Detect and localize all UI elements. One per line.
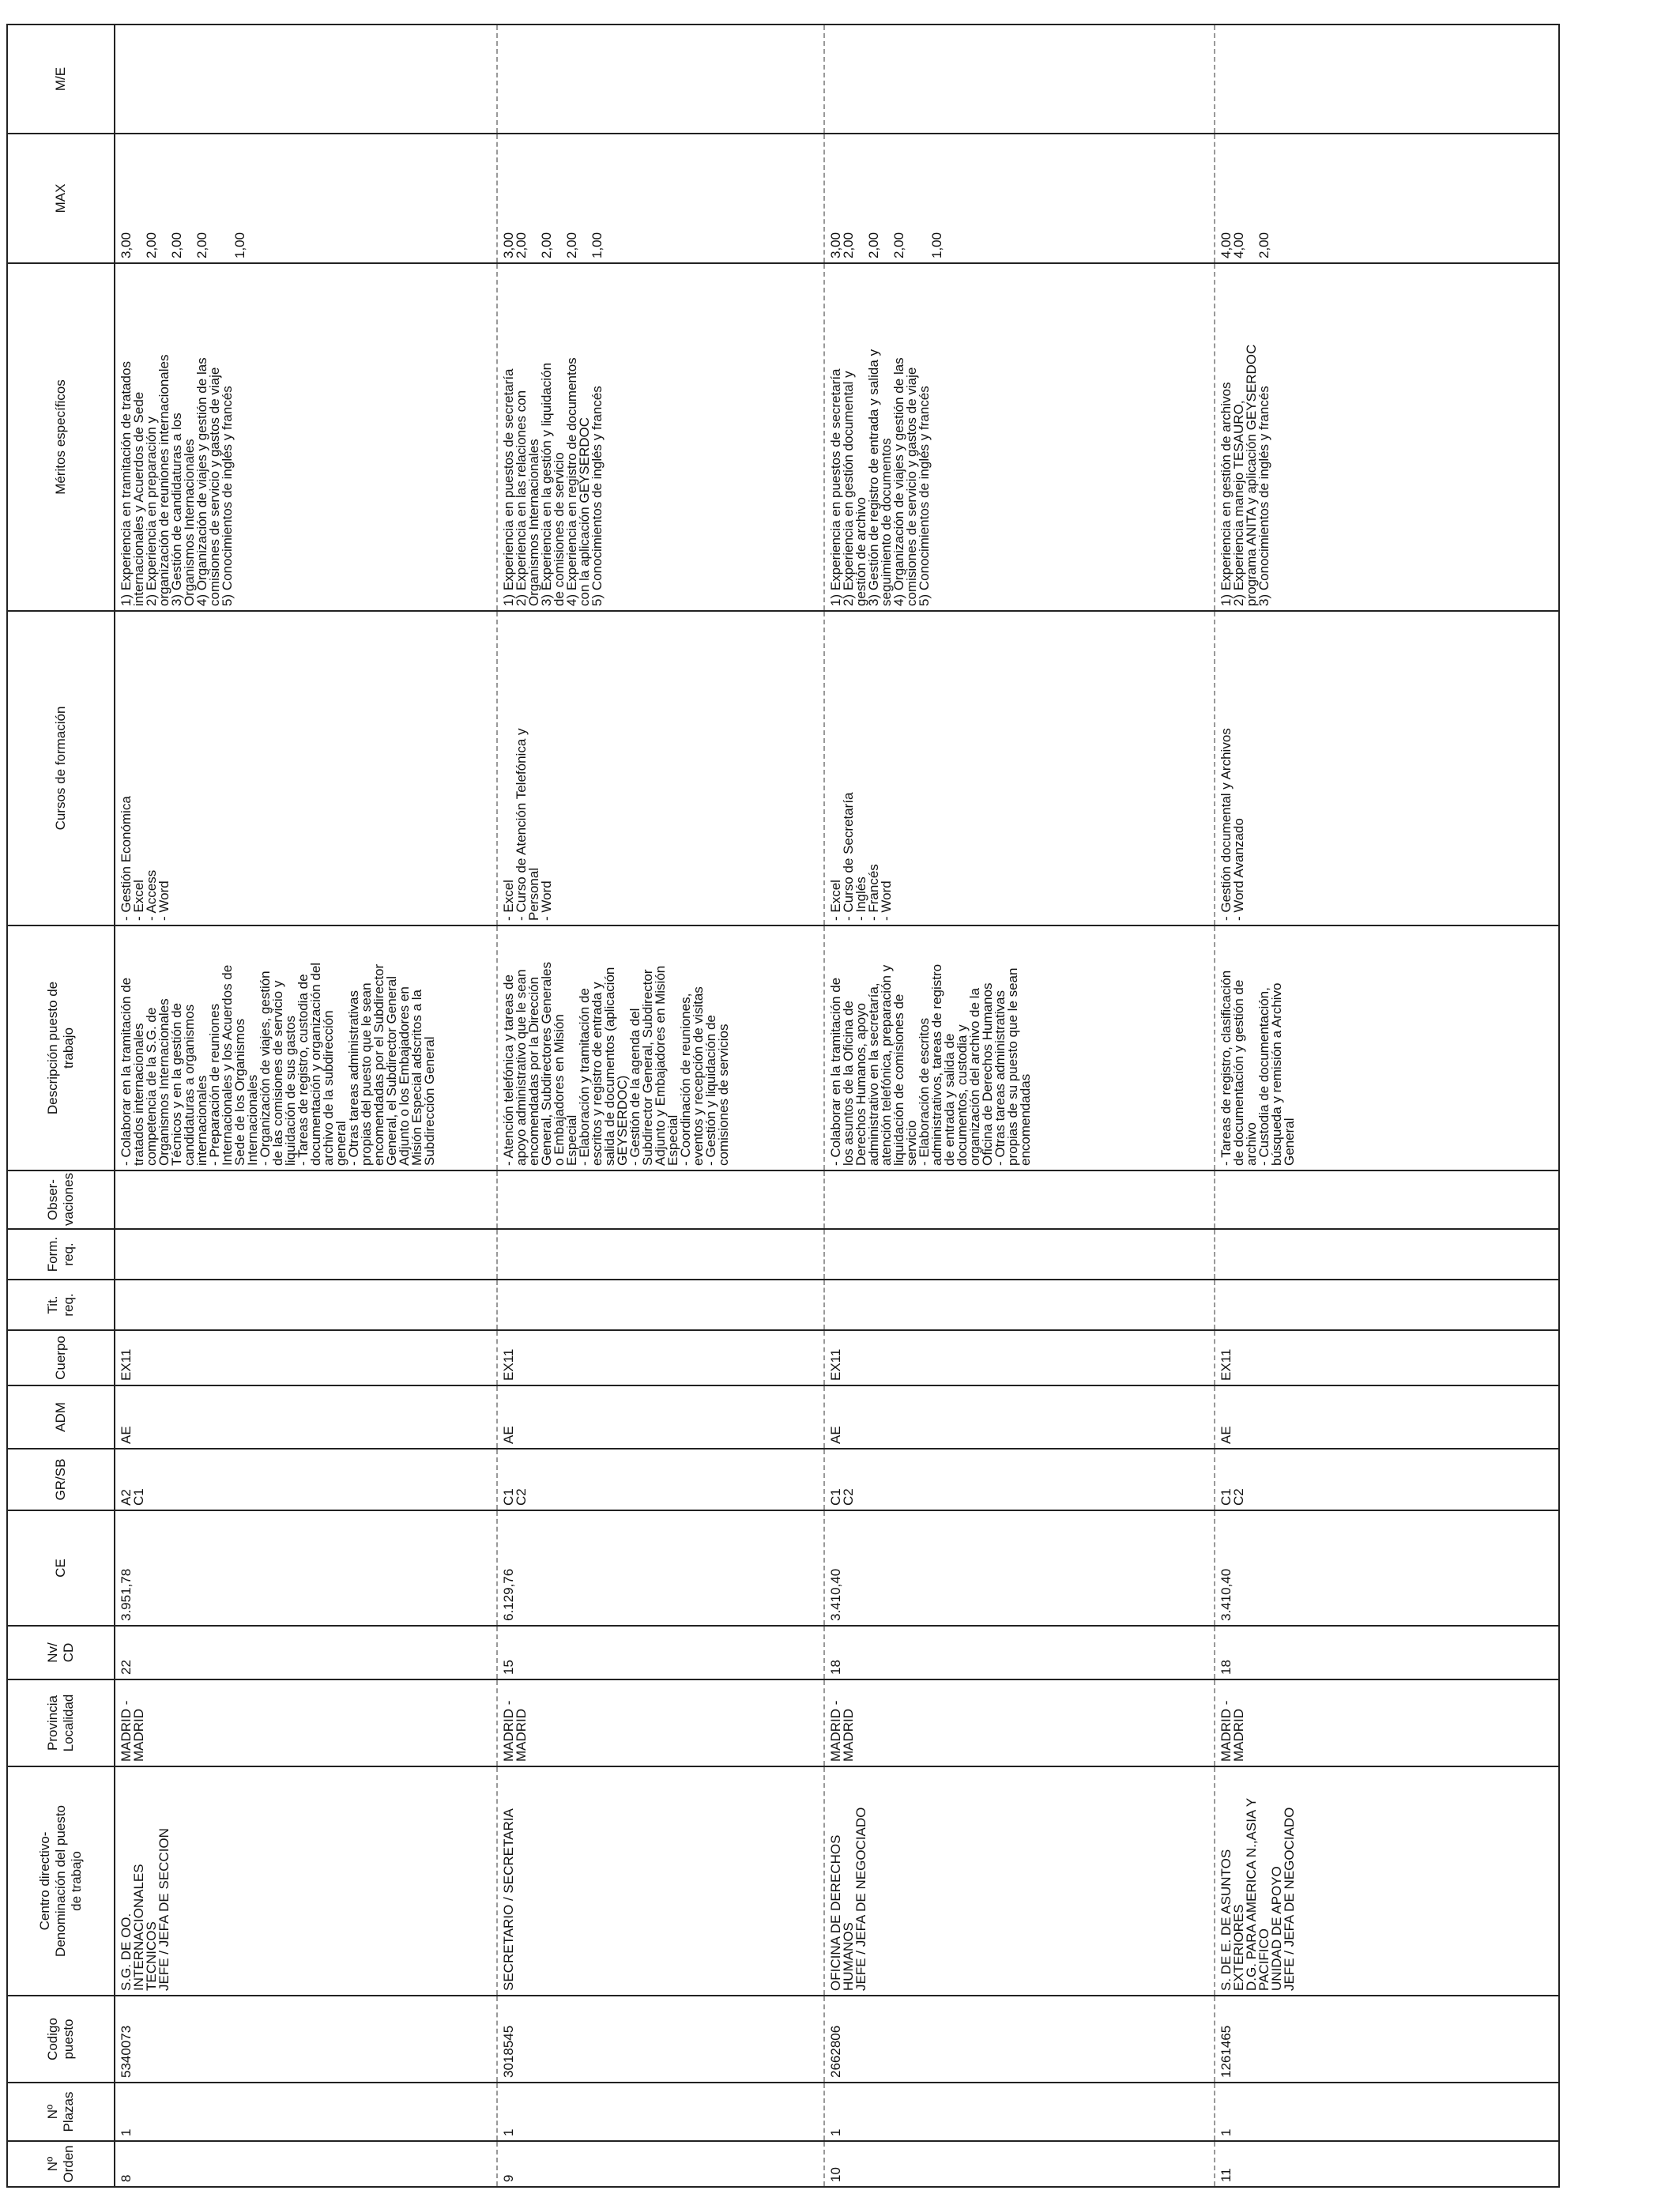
cell-me <box>1215 25 1559 134</box>
cell-ce: 6.129,76 <box>497 1510 824 1626</box>
cell-form <box>115 1229 497 1280</box>
cell-tit <box>824 1280 1215 1330</box>
cell-codigo: 2662806 <box>824 1996 1215 2083</box>
header-orden: Nº Orden <box>7 2141 115 2187</box>
cell-meritos: 1) Experiencia en puestos de secretaría 2) Experiencia en gestión documental y gestión de archivo 3) Gestión de registro de entrada y salida y seguimiento de documentos 4) Organización de viajes y gestión de las comisiones de servicio y gastos de viaje 5) Conocimientos de inglés y francés <box>824 263 1215 611</box>
cell-centro: S. DE E. DE ASUNTOS EXTERIORES D.G. PARA AMERICA N.,ASIA Y PACIFICO UNIDAD DE APOYO JEFE / JEFA DE NEGOCIADO <box>1215 1766 1559 1996</box>
cell-grsb: C1 C2 <box>1215 1449 1559 1510</box>
cell-me <box>497 25 824 134</box>
cell-descripcion: - Colaborar en la tramitación de los asuntos de la Oficina de Derechos Humanos, apoyo administrativo en la secretaría, atención telefónica, preparación y liquidación de comisiones de servicio - Elaboración de escritos administrativos, tareas de registro de entrada y salida de documentos, custodia y organización del archivo de la Oficina de Derechos Humanos - Otras tareas administrativas propias de su puesto que le sean encomendadas <box>824 925 1215 1171</box>
cell-cursos: - Gestión Económica - Excel - Access - Word <box>115 611 497 925</box>
cell-max: 3,00 2,00 2,00 2,00 1,00 <box>824 134 1215 263</box>
header-row <box>7 25 115 2187</box>
cell-plazas: 1 <box>1215 2083 1559 2141</box>
cell-adm: AE <box>824 1385 1215 1449</box>
header-ce: CE <box>7 1510 115 1626</box>
cell-grsb: C1 C2 <box>497 1449 824 1510</box>
cell-centro: SECRETARIO / SECRETARIA <box>497 1766 824 1996</box>
cell-nivel: 18 <box>1215 1626 1559 1679</box>
cell-codigo: 5340073 <box>115 1996 497 2083</box>
cell-provincia: MADRID - MADRID <box>497 1679 824 1766</box>
cell-form <box>824 1229 1215 1280</box>
cell-tit <box>1215 1280 1559 1330</box>
cell-obs <box>115 1171 497 1229</box>
cell-cuerpo: EX11 <box>1215 1330 1559 1385</box>
cell-cursos: - Gestión documental y Archivos - Word Avanzado <box>1215 611 1559 925</box>
cell-adm: AE <box>1215 1385 1559 1449</box>
cell-provincia: MADRID - MADRID <box>824 1679 1215 1766</box>
cell-centro: OFICINA DE DERECHOS HUMANOS JEFE / JEFA DE NEGOCIADO <box>824 1766 1215 1996</box>
cell-cursos: - Excel - Curso de Atención Telefónica y Personal - Word <box>497 611 824 925</box>
header-cursos: Cursos de formación <box>7 611 115 925</box>
cell-meritos: 1) Experiencia en tramitación de tratados internacionales y Acuerdos de Sede 2) Experiencia en preparación y organización de reuniones internacionales 3) Gestión de candidaturas a los Organismos Internacionales 4) Organización de viajes y gestión de las comisiones de servicio y gastos de viaje 5) Conocimientos de inglés y francés <box>115 263 497 611</box>
cell-adm: AE <box>497 1385 824 1449</box>
cell-obs <box>1215 1171 1559 1229</box>
cell-codigo: 3018545 <box>497 1996 824 2083</box>
cell-grsb: C1 C2 <box>824 1449 1215 1510</box>
cell-me <box>115 25 497 134</box>
header-form: Form. req. <box>7 1229 115 1280</box>
header-adm: ADM <box>7 1385 115 1449</box>
cell-plazas: 1 <box>497 2083 824 2141</box>
cell-provincia: MADRID - MADRID <box>115 1679 497 1766</box>
header-max: MAX <box>7 134 115 263</box>
cell-me <box>824 25 1215 134</box>
cell-provincia: MADRID - MADRID <box>1215 1679 1559 1766</box>
cell-form <box>497 1229 824 1280</box>
cell-descripcion: - Tareas de registro, clasificación de documentación y gestión de archivo - Custodia de documentación, búsqueda y remisión a Archivo General <box>1215 925 1559 1171</box>
cell-centro: S.G. DE OO. INTERNACIONALES TECNICOS JEFE / JEFA DE SECCION <box>115 1766 497 1996</box>
cell-nivel: 22 <box>115 1626 497 1679</box>
cell-max: 3,00 2,00 2,00 2,00 1,00 <box>115 134 497 263</box>
cell-nivel: 15 <box>497 1626 824 1679</box>
cell-descripcion: - Atención telefónica y tareas de apoyo administrativo que le sean encomendadas por la Dirección General, Subdirectores Generales o Embajadores en Misión Especial - Elaboración y tramitación de escritos y registro de entrada y salida de documentos (aplicación GEYSERDOC) - Gestión de la agenda del Subdirector General, Subdirector Adjunto y Embajadores en Misión Especial - Coordinación de reuniones, eventos y recepción de visitas - Gestión y liquidación de comisiones de servicios <box>497 925 824 1171</box>
header-plazas: Nº Plazas <box>7 2083 115 2141</box>
cell-meritos: 1) Experiencia en gestión de archivos 2) Experiencia manejo TESAURO, programa ANITA y aplicación GEYSERDOC 3) Conocimientos de inglés y francés <box>1215 263 1559 611</box>
cell-cuerpo: EX11 <box>824 1330 1215 1385</box>
header-tit: Tit. req. <box>7 1280 115 1330</box>
header-meritos: Méritos específicos <box>7 263 115 611</box>
cell-max: 4,00 4,00 2,00 <box>1215 134 1559 263</box>
cell-ce: 3.410,40 <box>1215 1510 1559 1626</box>
cell-adm: AE <box>115 1385 497 1449</box>
cell-cuerpo: EX11 <box>115 1330 497 1385</box>
header-grsb: GR/SB <box>7 1449 115 1510</box>
cell-tit <box>115 1280 497 1330</box>
header-descripcion: Descripción puesto de trabajo <box>7 925 115 1171</box>
cell-cuerpo: EX11 <box>497 1330 824 1385</box>
cell-codigo: 1261465 <box>1215 1996 1559 2083</box>
cell-obs <box>824 1171 1215 1229</box>
cell-orden: 11 <box>1215 2141 1559 2187</box>
cell-nivel: 18 <box>824 1626 1215 1679</box>
cell-tit <box>497 1280 824 1330</box>
header-cuerpo: Cuerpo <box>7 1330 115 1385</box>
cell-obs <box>497 1171 824 1229</box>
cell-orden: 8 <box>115 2141 497 2187</box>
cell-plazas: 1 <box>824 2083 1215 2141</box>
cell-grsb: A2 C1 <box>115 1449 497 1510</box>
cell-cursos: - Excel - Curso de Secretaría - Inglés - Francés - Word <box>824 611 1215 925</box>
job-positions-table <box>6 24 1560 2188</box>
header-nivel: Nv/ CD <box>7 1626 115 1679</box>
header-obs: Obser- vaciones <box>7 1171 115 1229</box>
cell-orden: 9 <box>497 2141 824 2187</box>
table-row <box>824 25 1215 2187</box>
table-row <box>115 25 497 2187</box>
cell-form <box>1215 1229 1559 1280</box>
header-me: M/E <box>7 25 115 134</box>
header-codigo: Codigo puesto <box>7 1996 115 2083</box>
cell-max: 3,00 2,00 2,00 2,00 1,00 <box>497 134 824 263</box>
cell-ce: 3.410,40 <box>824 1510 1215 1626</box>
cell-meritos: 1) Experiencia en puestos de secretaría 2) Experiencia en las relaciones con Organismos Internacionales 3) Experiencia en la gestión y liquidación de comisiones de servicio 4) Experiencia en registro de documentos con la aplicación GEYSERDOC 5) Conocimientos de inglés y francés <box>497 263 824 611</box>
table-row <box>497 25 824 2187</box>
header-centro: Centro directivo- Denominación del puesto de trabajo <box>7 1766 115 1996</box>
cell-plazas: 1 <box>115 2083 497 2141</box>
header-provincia: Provincia Localidad <box>7 1679 115 1766</box>
cell-ce: 3.951,78 <box>115 1510 497 1626</box>
cell-descripcion: - Colaborar en la tramitación de tratados internacionales competencia de la S.G. de Organismos Internacionales Técnicos y en la gestión de candidaturas a organismos internacionales - Preparación de reuniones Internacionales y los Acuerdos de Sede de los Organismos Internacionales - Organización de viajes, gestión de las comisiones de servicio y liquidación de sus gastos - Tareas de registro, custodia de documentación y organización del archivo de la subdirección general - Otras tareas administrativas propias del puesto que le sean encomendadas por el Subdirector General, el Subdirector General Adjunto o los Embajadores en Misión Especial adscritos a la Subdirección General <box>115 925 497 1171</box>
cell-orden: 10 <box>824 2141 1215 2187</box>
table-row <box>1215 25 1559 2187</box>
